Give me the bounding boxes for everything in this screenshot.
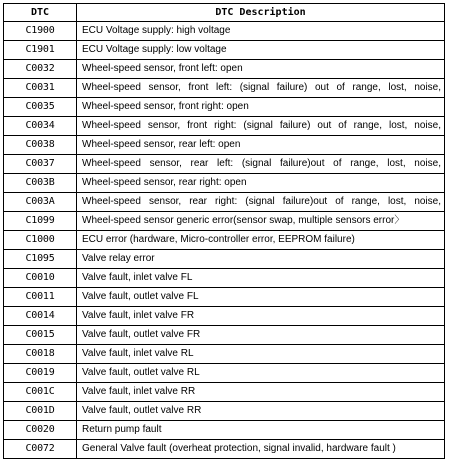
dtc-description-cell: ECU error (hardware, Micro-controller error, EEPROM failure): [77, 231, 445, 250]
dtc-description-cell: General Valve fault (overheat protection, signal invalid, hardware fault ): [77, 440, 445, 459]
dtc-code-cell: C0014: [4, 307, 77, 326]
dtc-description-cell: Valve fault, outlet valve FR: [77, 326, 445, 345]
dtc-description-cell: Wheel-speed sensor, rear left: open: [77, 136, 445, 155]
table-row: [4, 364, 445, 383]
dtc-description-cell: Valve fault, outlet valve RL: [77, 364, 445, 383]
dtc-code-cell: C0032: [4, 60, 77, 79]
dtc-description-cell: Wheel-speed sensor, front left: open: [77, 60, 445, 79]
dtc-code-cell: C003A: [4, 193, 77, 212]
dtc-code-cell: C1095: [4, 250, 77, 269]
table-row: [4, 307, 445, 326]
dtc-description-cell: Valve fault, inlet valve FL: [77, 269, 445, 288]
dtc-code-cell: C0072: [4, 440, 77, 459]
table-row: [4, 98, 445, 117]
dtc-code-cell: C0031: [4, 79, 77, 98]
dtc-code-cell: C001C: [4, 383, 77, 402]
dtc-description-cell: Valve fault, outlet valve RR: [77, 402, 445, 421]
dtc-description-cell: Valve fault, inlet valve RL: [77, 345, 445, 364]
table-row: [4, 193, 445, 212]
dtc-code-cell: C0037: [4, 155, 77, 174]
dtc-description-cell: Wheel-speed sensor, rear left: (signal failure)out of range, lost, noise,: [77, 155, 445, 174]
dtc-description-cell: ECU Voltage supply: high voltage: [77, 22, 445, 41]
table-row: [4, 212, 445, 231]
dtc-description-cell: Return pump fault: [77, 421, 445, 440]
table-body: [4, 22, 445, 459]
dtc-code-cell: C0015: [4, 326, 77, 345]
dtc-code-cell: C1900: [4, 22, 77, 41]
table-row: [4, 421, 445, 440]
dtc-code-cell: C0010: [4, 269, 77, 288]
table-header-row: [4, 4, 445, 22]
dtc-code-cell: C0011: [4, 288, 77, 307]
table-row: [4, 326, 445, 345]
table-row: [4, 41, 445, 60]
table-row: [4, 440, 445, 459]
dtc-code-cell: C001D: [4, 402, 77, 421]
dtc-description-cell: Wheel-speed sensor, front right: open: [77, 98, 445, 117]
table-row: [4, 22, 445, 41]
dtc-code-cell: C0038: [4, 136, 77, 155]
dtc-description-cell: Valve fault, inlet valve RR: [77, 383, 445, 402]
table-row: [4, 345, 445, 364]
dtc-description-cell: Wheel-speed sensor, front right: (signal failure) out of range, lost, noise,: [77, 117, 445, 136]
dtc-code-cell: C1000: [4, 231, 77, 250]
table-row: [4, 402, 445, 421]
dtc-code-cell: C0019: [4, 364, 77, 383]
table-row: [4, 288, 445, 307]
dtc-code-cell: C0035: [4, 98, 77, 117]
dtc-code-cell: C0018: [4, 345, 77, 364]
dtc-description-cell: Valve relay error: [77, 250, 445, 269]
dtc-description-cell: ECU Voltage supply: low voltage: [77, 41, 445, 60]
table-row: [4, 231, 445, 250]
dtc-description-cell: Wheel-speed sensor, rear right: open: [77, 174, 445, 193]
table-row: [4, 155, 445, 174]
table-row: [4, 136, 445, 155]
table-row: [4, 250, 445, 269]
table-row: [4, 60, 445, 79]
dtc-description-cell: Valve fault, outlet valve FL: [77, 288, 445, 307]
dtc-table: [3, 3, 445, 459]
table-row: [4, 79, 445, 98]
dtc-description-cell: Valve fault, inlet valve FR: [77, 307, 445, 326]
header-dtc-description: DTC Description: [77, 4, 445, 22]
header-dtc: DTC: [4, 4, 77, 22]
table-row: [4, 269, 445, 288]
dtc-description-cell: Wheel-speed sensor generic error(sensor swap, multiple sensors error〉: [77, 212, 445, 231]
dtc-code-cell: C1099: [4, 212, 77, 231]
dtc-code-cell: C0020: [4, 421, 77, 440]
table-row: [4, 383, 445, 402]
table-row: [4, 174, 445, 193]
dtc-description-cell: Wheel-speed sensor, rear right: (signal failure)out of range, lost, noise,: [77, 193, 445, 212]
dtc-code-cell: C003B: [4, 174, 77, 193]
dtc-code-cell: C0034: [4, 117, 77, 136]
dtc-description-cell: Wheel-speed sensor, front left: (signal failure) out of range, lost, noise,: [77, 79, 445, 98]
table-row: [4, 117, 445, 136]
dtc-code-cell: C1901: [4, 41, 77, 60]
